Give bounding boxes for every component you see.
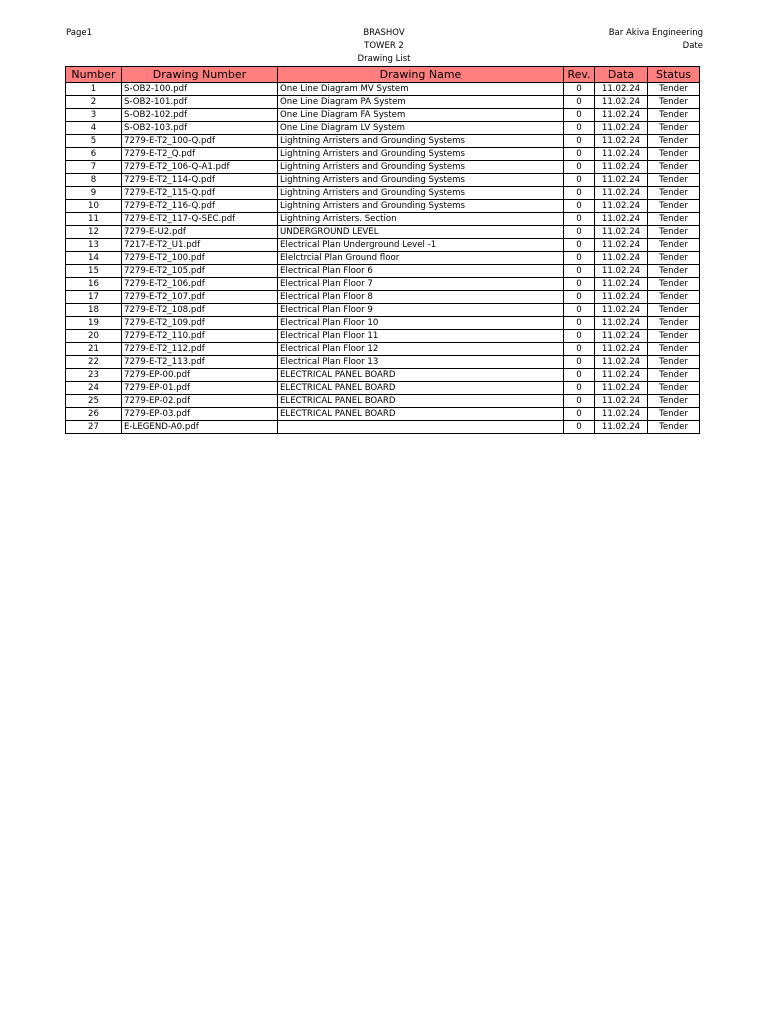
cell-status: Tender <box>648 109 700 122</box>
cell-drawing-name: ELECTRICAL PANEL BOARD <box>278 408 564 421</box>
cell-drawing-name: One Line Diagram LV System <box>278 122 564 135</box>
header-status: Status <box>648 67 700 83</box>
cell-date: 11.02.24 <box>595 200 648 213</box>
cell-number: 12 <box>66 226 122 239</box>
cell-status: Tender <box>648 343 700 356</box>
cell-drawing-number: 7279-EP-02.pdf <box>122 395 278 408</box>
project-name: BRASHOV <box>363 28 405 38</box>
table-header-row <box>66 67 700 83</box>
drawing-list-table <box>65 66 700 434</box>
cell-date: 11.02.24 <box>595 122 648 135</box>
cell-date: 11.02.24 <box>595 226 648 239</box>
cell-number: 3 <box>66 109 122 122</box>
cell-date: 11.02.24 <box>595 278 648 291</box>
cell-rev: 0 <box>564 187 595 200</box>
cell-drawing-number: 7279-E-T2_100.pdf <box>122 252 278 265</box>
header-number: Number <box>66 67 122 83</box>
page-number: Page1 <box>66 28 92 38</box>
table-row <box>66 96 700 109</box>
cell-number: 10 <box>66 200 122 213</box>
cell-status: Tender <box>648 187 700 200</box>
cell-drawing-number: 7279-E-T2_116-Q.pdf <box>122 200 278 213</box>
cell-date: 11.02.24 <box>595 382 648 395</box>
cell-date: 11.02.24 <box>595 109 648 122</box>
cell-status: Tender <box>648 421 700 434</box>
table-row <box>66 200 700 213</box>
table-row <box>66 83 700 96</box>
cell-date: 11.02.24 <box>595 265 648 278</box>
cell-rev: 0 <box>564 109 595 122</box>
cell-drawing-number: 7217-E-T2_U1.pdf <box>122 239 278 252</box>
cell-drawing-number: 7279-E-T2_100-Q.pdf <box>122 135 278 148</box>
cell-number: 14 <box>66 252 122 265</box>
table-row <box>66 161 700 174</box>
cell-drawing-name: ELECTRICAL PANEL BOARD <box>278 369 564 382</box>
cell-number: 24 <box>66 382 122 395</box>
cell-number: 15 <box>66 265 122 278</box>
cell-drawing-name: Lightning Arristers and Grounding Systems <box>278 200 564 213</box>
cell-drawing-number: 7279-E-T2_Q.pdf <box>122 148 278 161</box>
document-title-block <box>334 27 434 66</box>
cell-number: 26 <box>66 408 122 421</box>
cell-drawing-number: 7279-E-T2_112.pdf <box>122 343 278 356</box>
cell-rev: 0 <box>564 408 595 421</box>
cell-rev: 0 <box>564 265 595 278</box>
cell-drawing-name: Lightning Arristers and Grounding Systems <box>278 187 564 200</box>
cell-status: Tender <box>648 135 700 148</box>
cell-drawing-name: Electrical Plan Floor 7 <box>278 278 564 291</box>
cell-number: 13 <box>66 239 122 252</box>
cell-drawing-number: 7279-E-T2_110.pdf <box>122 330 278 343</box>
cell-date: 11.02.24 <box>595 96 648 109</box>
cell-drawing-name <box>278 421 564 434</box>
cell-date: 11.02.24 <box>595 174 648 187</box>
table-row <box>66 408 700 421</box>
cell-rev: 0 <box>564 278 595 291</box>
header-data: Data <box>595 67 648 83</box>
cell-drawing-number: S-OB2-101.pdf <box>122 96 278 109</box>
table-row <box>66 382 700 395</box>
company-block <box>609 27 703 53</box>
cell-rev: 0 <box>564 96 595 109</box>
cell-number: 9 <box>66 187 122 200</box>
table-row <box>66 109 700 122</box>
cell-status: Tender <box>648 369 700 382</box>
cell-drawing-number: S-OB2-103.pdf <box>122 122 278 135</box>
cell-status: Tender <box>648 200 700 213</box>
cell-status: Tender <box>648 304 700 317</box>
cell-date: 11.02.24 <box>595 187 648 200</box>
table-row <box>66 330 700 343</box>
cell-drawing-number: 7279-E-T2_114-Q.pdf <box>122 174 278 187</box>
table-row <box>66 174 700 187</box>
cell-status: Tender <box>648 226 700 239</box>
cell-drawing-name: One Line Diagram PA System <box>278 96 564 109</box>
cell-date: 11.02.24 <box>595 291 648 304</box>
cell-status: Tender <box>648 174 700 187</box>
cell-drawing-number: 7279-E-T2_107.pdf <box>122 291 278 304</box>
cell-rev: 0 <box>564 304 595 317</box>
cell-drawing-number: 7279-E-T2_117-Q-SEC.pdf <box>122 213 278 226</box>
cell-status: Tender <box>648 83 700 96</box>
cell-drawing-number: 7279-E-T2_105.pdf <box>122 265 278 278</box>
cell-rev: 0 <box>564 343 595 356</box>
cell-drawing-name: Electrical Plan Floor 6 <box>278 265 564 278</box>
cell-number: 2 <box>66 96 122 109</box>
cell-number: 22 <box>66 356 122 369</box>
cell-rev: 0 <box>564 421 595 434</box>
cell-date: 11.02.24 <box>595 213 648 226</box>
cell-rev: 0 <box>564 83 595 96</box>
cell-date: 11.02.24 <box>595 148 648 161</box>
cell-rev: 0 <box>564 135 595 148</box>
cell-drawing-name: UNDERGROUND LEVEL <box>278 226 564 239</box>
cell-rev: 0 <box>564 356 595 369</box>
cell-drawing-number: E-LEGEND-A0.pdf <box>122 421 278 434</box>
cell-drawing-name: One Line Diagram MV System <box>278 83 564 96</box>
cell-date: 11.02.24 <box>595 161 648 174</box>
table-row <box>66 317 700 330</box>
cell-status: Tender <box>648 161 700 174</box>
cell-number: 1 <box>66 83 122 96</box>
cell-date: 11.02.24 <box>595 135 648 148</box>
cell-drawing-number: 7279-E-U2.pdf <box>122 226 278 239</box>
header-drawing-number: Drawing Number <box>122 67 278 83</box>
cell-number: 4 <box>66 122 122 135</box>
table-row <box>66 369 700 382</box>
cell-date: 11.02.24 <box>595 83 648 96</box>
cell-rev: 0 <box>564 382 595 395</box>
cell-status: Tender <box>648 122 700 135</box>
cell-drawing-name: Electrical Plan Floor 11 <box>278 330 564 343</box>
cell-date: 11.02.24 <box>595 330 648 343</box>
table-row <box>66 213 700 226</box>
cell-drawing-number: 7279-E-T2_106.pdf <box>122 278 278 291</box>
cell-drawing-number: 7279-E-T2_113.pdf <box>122 356 278 369</box>
cell-rev: 0 <box>564 317 595 330</box>
cell-date: 11.02.24 <box>595 356 648 369</box>
cell-number: 11 <box>66 213 122 226</box>
cell-drawing-name: Electrical Plan Floor 13 <box>278 356 564 369</box>
cell-drawing-name: Lightning Arristers and Grounding Systems <box>278 135 564 148</box>
cell-date: 11.02.24 <box>595 317 648 330</box>
cell-rev: 0 <box>564 213 595 226</box>
cell-status: Tender <box>648 278 700 291</box>
cell-drawing-number: S-OB2-102.pdf <box>122 109 278 122</box>
cell-number: 21 <box>66 343 122 356</box>
cell-status: Tender <box>648 382 700 395</box>
cell-status: Tender <box>648 291 700 304</box>
cell-rev: 0 <box>564 200 595 213</box>
cell-drawing-number: 7279-E-T2_115-Q.pdf <box>122 187 278 200</box>
header-rev: Rev. <box>564 67 595 83</box>
cell-drawing-name: Electrical Plan Floor 12 <box>278 343 564 356</box>
table-row <box>66 304 700 317</box>
cell-date: 11.02.24 <box>595 304 648 317</box>
cell-drawing-name: Lightning Arristers. Section <box>278 213 564 226</box>
cell-number: 27 <box>66 421 122 434</box>
cell-date: 11.02.24 <box>595 343 648 356</box>
cell-drawing-name: Electrical Plan Floor 10 <box>278 317 564 330</box>
cell-rev: 0 <box>564 148 595 161</box>
cell-drawing-number: 7279-EP-03.pdf <box>122 408 278 421</box>
cell-status: Tender <box>648 356 700 369</box>
cell-date: 11.02.24 <box>595 395 648 408</box>
table-row <box>66 148 700 161</box>
cell-drawing-number: 7279-E-T2_106-Q-A1.pdf <box>122 161 278 174</box>
cell-number: 17 <box>66 291 122 304</box>
cell-rev: 0 <box>564 252 595 265</box>
cell-drawing-name: Electrical Plan Floor 8 <box>278 291 564 304</box>
cell-number: 20 <box>66 330 122 343</box>
cell-drawing-number: 7279-E-T2_108.pdf <box>122 304 278 317</box>
cell-date: 11.02.24 <box>595 421 648 434</box>
table-row <box>66 252 700 265</box>
cell-drawing-name: Lightning Arristers and Grounding Systems <box>278 174 564 187</box>
cell-status: Tender <box>648 252 700 265</box>
cell-rev: 0 <box>564 226 595 239</box>
table-row <box>66 356 700 369</box>
table-row <box>66 122 700 135</box>
cell-drawing-name: ELECTRICAL PANEL BOARD <box>278 395 564 408</box>
cell-number: 23 <box>66 369 122 382</box>
table-row <box>66 278 700 291</box>
table-row <box>66 421 700 434</box>
cell-drawing-name: Electrical Plan Underground Level -1 <box>278 239 564 252</box>
date-label: Date <box>682 41 703 51</box>
cell-number: 18 <box>66 304 122 317</box>
table-row <box>66 135 700 148</box>
cell-date: 11.02.24 <box>595 239 648 252</box>
table-row <box>66 239 700 252</box>
building-name: TOWER 2 <box>364 41 404 51</box>
header-drawing-name: Drawing Name <box>278 67 564 83</box>
table-row <box>66 395 700 408</box>
cell-rev: 0 <box>564 291 595 304</box>
table-row <box>66 291 700 304</box>
cell-number: 19 <box>66 317 122 330</box>
table-row <box>66 226 700 239</box>
cell-rev: 0 <box>564 239 595 252</box>
cell-date: 11.02.24 <box>595 408 648 421</box>
cell-status: Tender <box>648 395 700 408</box>
cell-drawing-name: One Line Diagram FA System <box>278 109 564 122</box>
cell-status: Tender <box>648 213 700 226</box>
cell-status: Tender <box>648 408 700 421</box>
cell-number: 25 <box>66 395 122 408</box>
cell-status: Tender <box>648 239 700 252</box>
cell-number: 6 <box>66 148 122 161</box>
cell-drawing-name: Lightning Arristers and Grounding Systems <box>278 161 564 174</box>
cell-status: Tender <box>648 317 700 330</box>
cell-drawing-name: Lightning Arristers and Grounding Systems <box>278 148 564 161</box>
cell-number: 16 <box>66 278 122 291</box>
cell-drawing-number: 7279-EP-00.pdf <box>122 369 278 382</box>
cell-status: Tender <box>648 265 700 278</box>
cell-drawing-number: 7279-E-T2_109.pdf <box>122 317 278 330</box>
cell-rev: 0 <box>564 161 595 174</box>
cell-number: 7 <box>66 161 122 174</box>
cell-date: 11.02.24 <box>595 252 648 265</box>
cell-status: Tender <box>648 96 700 109</box>
cell-drawing-number: S-OB2-100.pdf <box>122 83 278 96</box>
cell-drawing-name: Electrical Plan Floor 9 <box>278 304 564 317</box>
company-name: Bar Akiva Engineering <box>608 28 703 38</box>
cell-status: Tender <box>648 148 700 161</box>
document-title: Drawing List <box>357 54 411 64</box>
cell-date: 11.02.24 <box>595 369 648 382</box>
cell-drawing-number: 7279-EP-01.pdf <box>122 382 278 395</box>
table-row <box>66 265 700 278</box>
cell-rev: 0 <box>564 369 595 382</box>
cell-number: 5 <box>66 135 122 148</box>
cell-drawing-name: Elelctrcial Plan Ground floor <box>278 252 564 265</box>
cell-rev: 0 <box>564 395 595 408</box>
cell-drawing-name: ELECTRICAL PANEL BOARD <box>278 382 564 395</box>
cell-rev: 0 <box>564 330 595 343</box>
cell-number: 8 <box>66 174 122 187</box>
table-row <box>66 343 700 356</box>
cell-rev: 0 <box>564 122 595 135</box>
cell-status: Tender <box>648 330 700 343</box>
cell-rev: 0 <box>564 174 595 187</box>
table-row <box>66 187 700 200</box>
